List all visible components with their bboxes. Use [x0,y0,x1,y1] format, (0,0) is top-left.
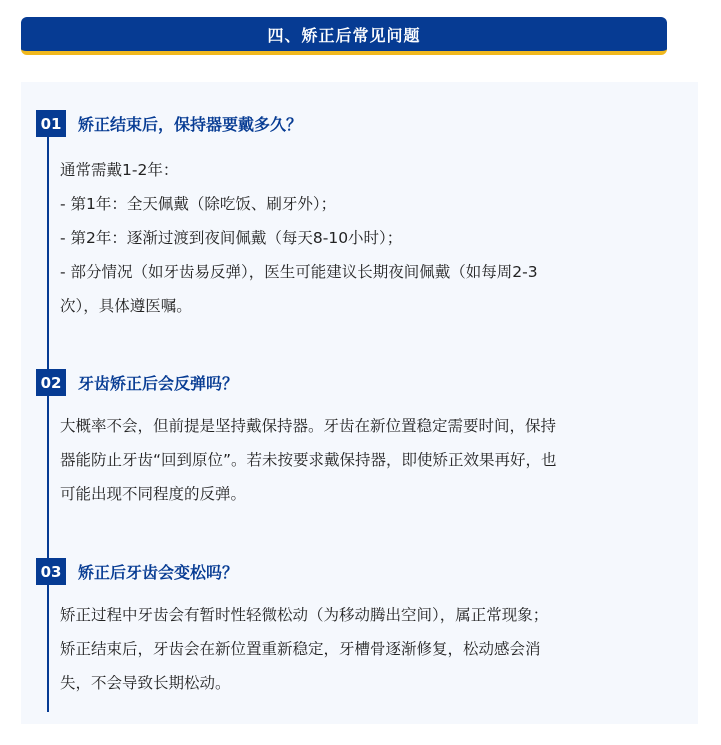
answer-line: 次），具体遵医嘱。 [60,297,192,315]
answer-line: 器能防止牙齿“回到原位”。若未按要求戴保持器，即使矫正效果再好，也 [60,451,557,469]
faq-answer-02 [60,409,675,511]
faq-heading-01 [36,110,302,137]
faq-question: 矫正结束后，保持器要戴多久？ [78,115,303,134]
faq-number-badge: 03 [36,558,66,585]
section-header-banner [21,17,667,55]
faq-number-badge: 01 [36,110,66,137]
answer-line: 矫正过程中牙齿会有暂时性轻微松动（为移动腾出空间），属正常现象； [60,606,549,624]
answer-line: - 部分情况（如牙齿易反弹），医生可能建议长期夜间佩戴（如每周2-3 [60,263,538,281]
answer-line: - 第1年：全天佩戴（除吃饭、刷牙外）； [60,195,337,213]
section-title: 四、矫正后常见问题 [267,25,421,45]
faq-question: 牙齿矫正后会反弹吗？ [78,374,239,393]
answer-line: 可能出现不同程度的反弹。 [60,485,247,503]
answer-line: 通常需戴1-2年： [60,161,179,179]
timeline-line [47,130,49,712]
answer-line: 矫正结束后，牙齿会在新位置重新稳定，牙槽骨逐渐修复，松动感会消 [60,640,541,658]
faq-question: 矫正后牙齿会变松吗？ [78,563,239,582]
answer-line: 大概率不会，但前提是坚持戴保持器。牙齿在新位置稳定需要时间，保持 [60,417,557,435]
faq-heading-03 [36,558,238,585]
answer-line: 失，不会导致长期松动。 [60,674,231,692]
answer-line: - 第2年：逐渐过渡到夜间佩戴（每天8-10小时）； [60,229,403,247]
faq-heading-02 [36,369,238,396]
faq-number-badge: 02 [36,369,66,396]
faq-answer-03 [60,598,675,700]
faq-answer-01 [60,153,675,323]
